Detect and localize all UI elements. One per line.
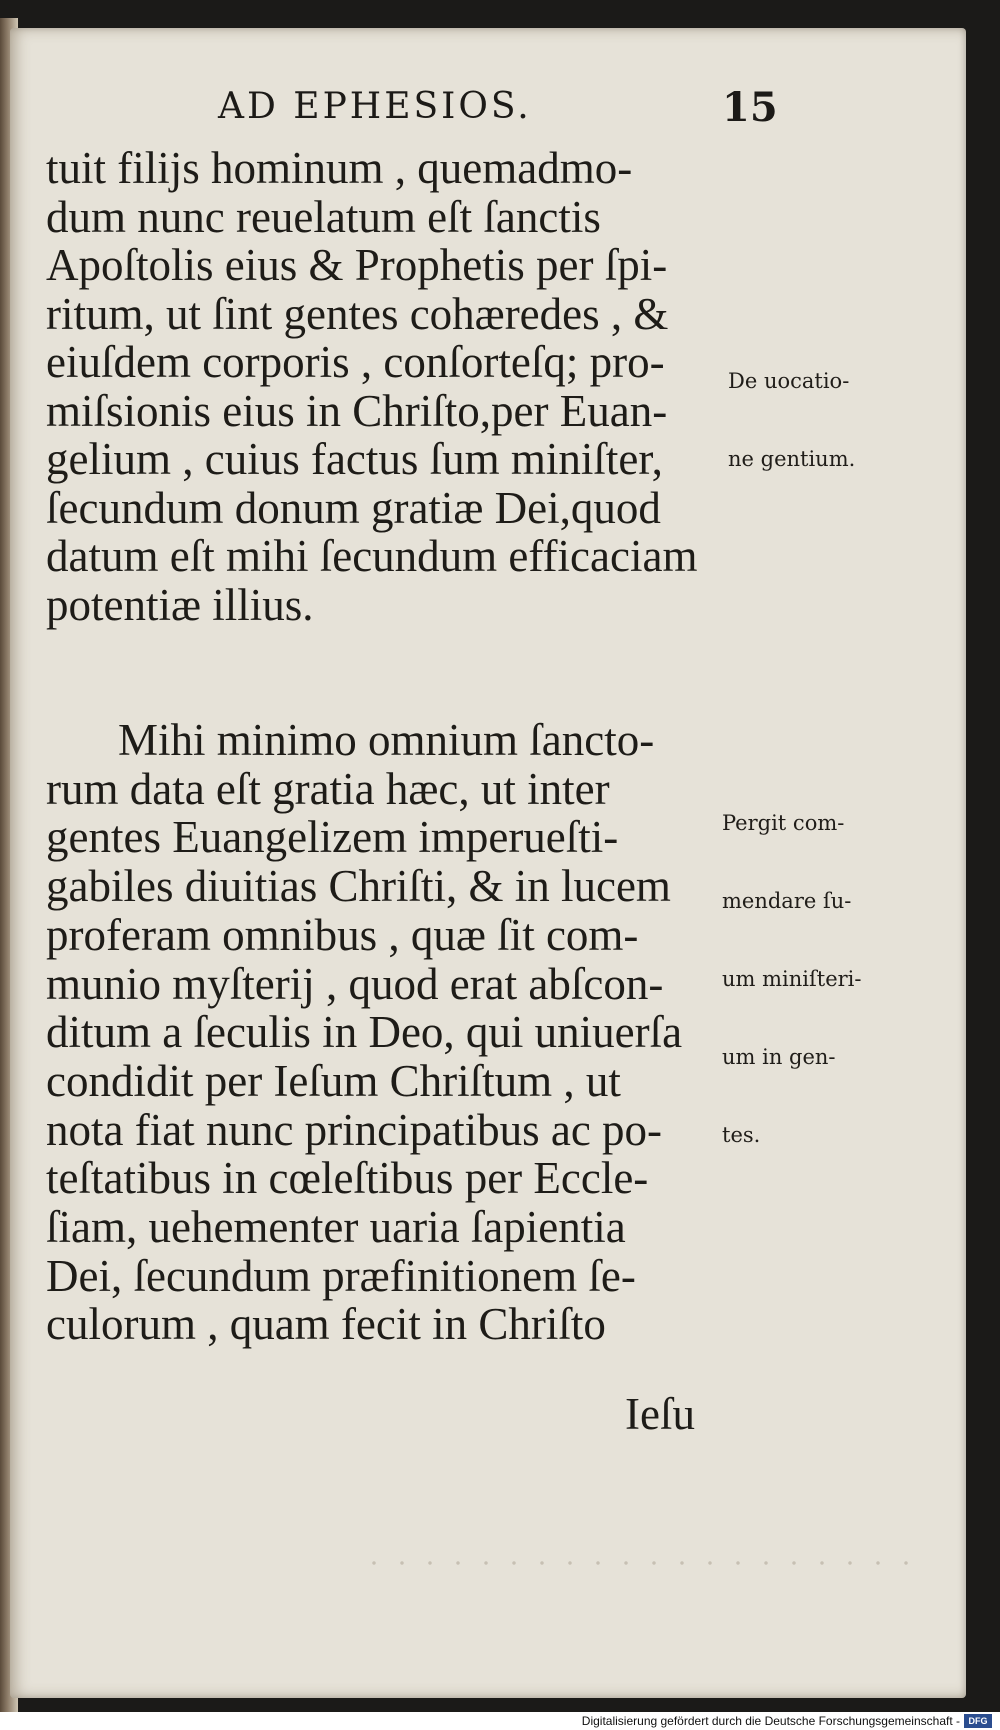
text-line-content: Dei, ſecundum præfinitionem ſe- bbox=[46, 1250, 636, 1301]
text-line-content: nota fiat nunc principatibus ac po- bbox=[46, 1104, 663, 1155]
text-line-content: ſecundum donum gratiæ Dei,quod bbox=[46, 482, 661, 533]
marginal-line: um in gen- bbox=[722, 1045, 836, 1069]
marginal-note-ministry bbox=[722, 758, 861, 1200]
text-line-content: gentes Euangelizem imperueſti- bbox=[46, 812, 619, 863]
marginal-line: De uocatio- bbox=[728, 369, 850, 393]
marginal-line: um miniſteri- bbox=[722, 967, 862, 991]
text-line-content: eiuſdem corporis , conſorteſq; pro- bbox=[46, 337, 665, 387]
text-line-content: proferam omnibus , quæ ſit com- bbox=[46, 909, 639, 960]
text-line-content: ritum, ut ſint gentes cohæredes , & bbox=[46, 288, 669, 339]
text-line bbox=[0, 191, 1000, 243]
running-head: AD EPHESIOS. bbox=[218, 86, 532, 127]
marginal-line: tes. bbox=[722, 1123, 761, 1147]
digitization-credit: Digitalisierung gefördert durch die Deutsche Forschungsgemeinschaft - bbox=[581, 1714, 960, 1728]
text-line-content: ditum a ſeculis in Deo, qui uniuerſa bbox=[46, 1007, 683, 1058]
text-line bbox=[0, 530, 1000, 582]
text-line bbox=[0, 1298, 1000, 1350]
text-line-content: gelium , cuius factus ſum miniſter, bbox=[46, 434, 663, 484]
marginal-line: Pergit com- bbox=[722, 811, 845, 835]
text-line bbox=[0, 1201, 1000, 1253]
marginal-line: mendare ſu- bbox=[722, 889, 852, 913]
text-line-content: miſsionis eius in Chriſto,per Euan- bbox=[46, 385, 668, 436]
text-line-content: datum eſt mihi ſecundum efficaciam bbox=[46, 531, 698, 581]
text-line-content: Apoſtolis eius & Prophetis per ſpi- bbox=[46, 240, 668, 290]
text-line bbox=[0, 142, 1000, 194]
text-line bbox=[0, 1250, 1000, 1302]
page-number: 15 bbox=[722, 84, 778, 131]
marginal-line: ne gentium. bbox=[728, 447, 856, 471]
text-line-content: condidit per Ieſum Chriſtum , ut bbox=[46, 1055, 621, 1106]
text-line-content: culorum , quam fecit in Chriſto bbox=[46, 1299, 606, 1350]
marginal-note-vocation bbox=[728, 316, 855, 524]
text-line-content: dum nunc reuelatum eſt ſanctis bbox=[46, 191, 601, 242]
dfg-logo: DFG bbox=[964, 1714, 992, 1728]
text-line-content: potentiæ illius. bbox=[46, 579, 314, 630]
page-stain-dots bbox=[360, 1560, 920, 1566]
text-line-content: ſiam, uehementer uaria ſapientia bbox=[46, 1202, 626, 1252]
text-line-content: teſtatibus in cœleſtibus per Eccle- bbox=[46, 1153, 649, 1204]
text-line-content: tuit filijs hominum , quemadmo- bbox=[46, 143, 633, 193]
text-line-content: rum data eſt gratia hæc, ut inter bbox=[46, 763, 610, 814]
page-header bbox=[0, 86, 1000, 136]
text-line-content: Mihi minimo omnium ſancto- bbox=[118, 715, 655, 765]
text-line bbox=[0, 579, 1000, 631]
text-line-content: gabiles diuitias Chriſti, & in lucem bbox=[46, 861, 671, 912]
text-line-content: munio myſterij , quod erat abſcon- bbox=[46, 958, 664, 1009]
catchword: Ieſu bbox=[625, 1389, 695, 1439]
text-line bbox=[0, 239, 1000, 291]
